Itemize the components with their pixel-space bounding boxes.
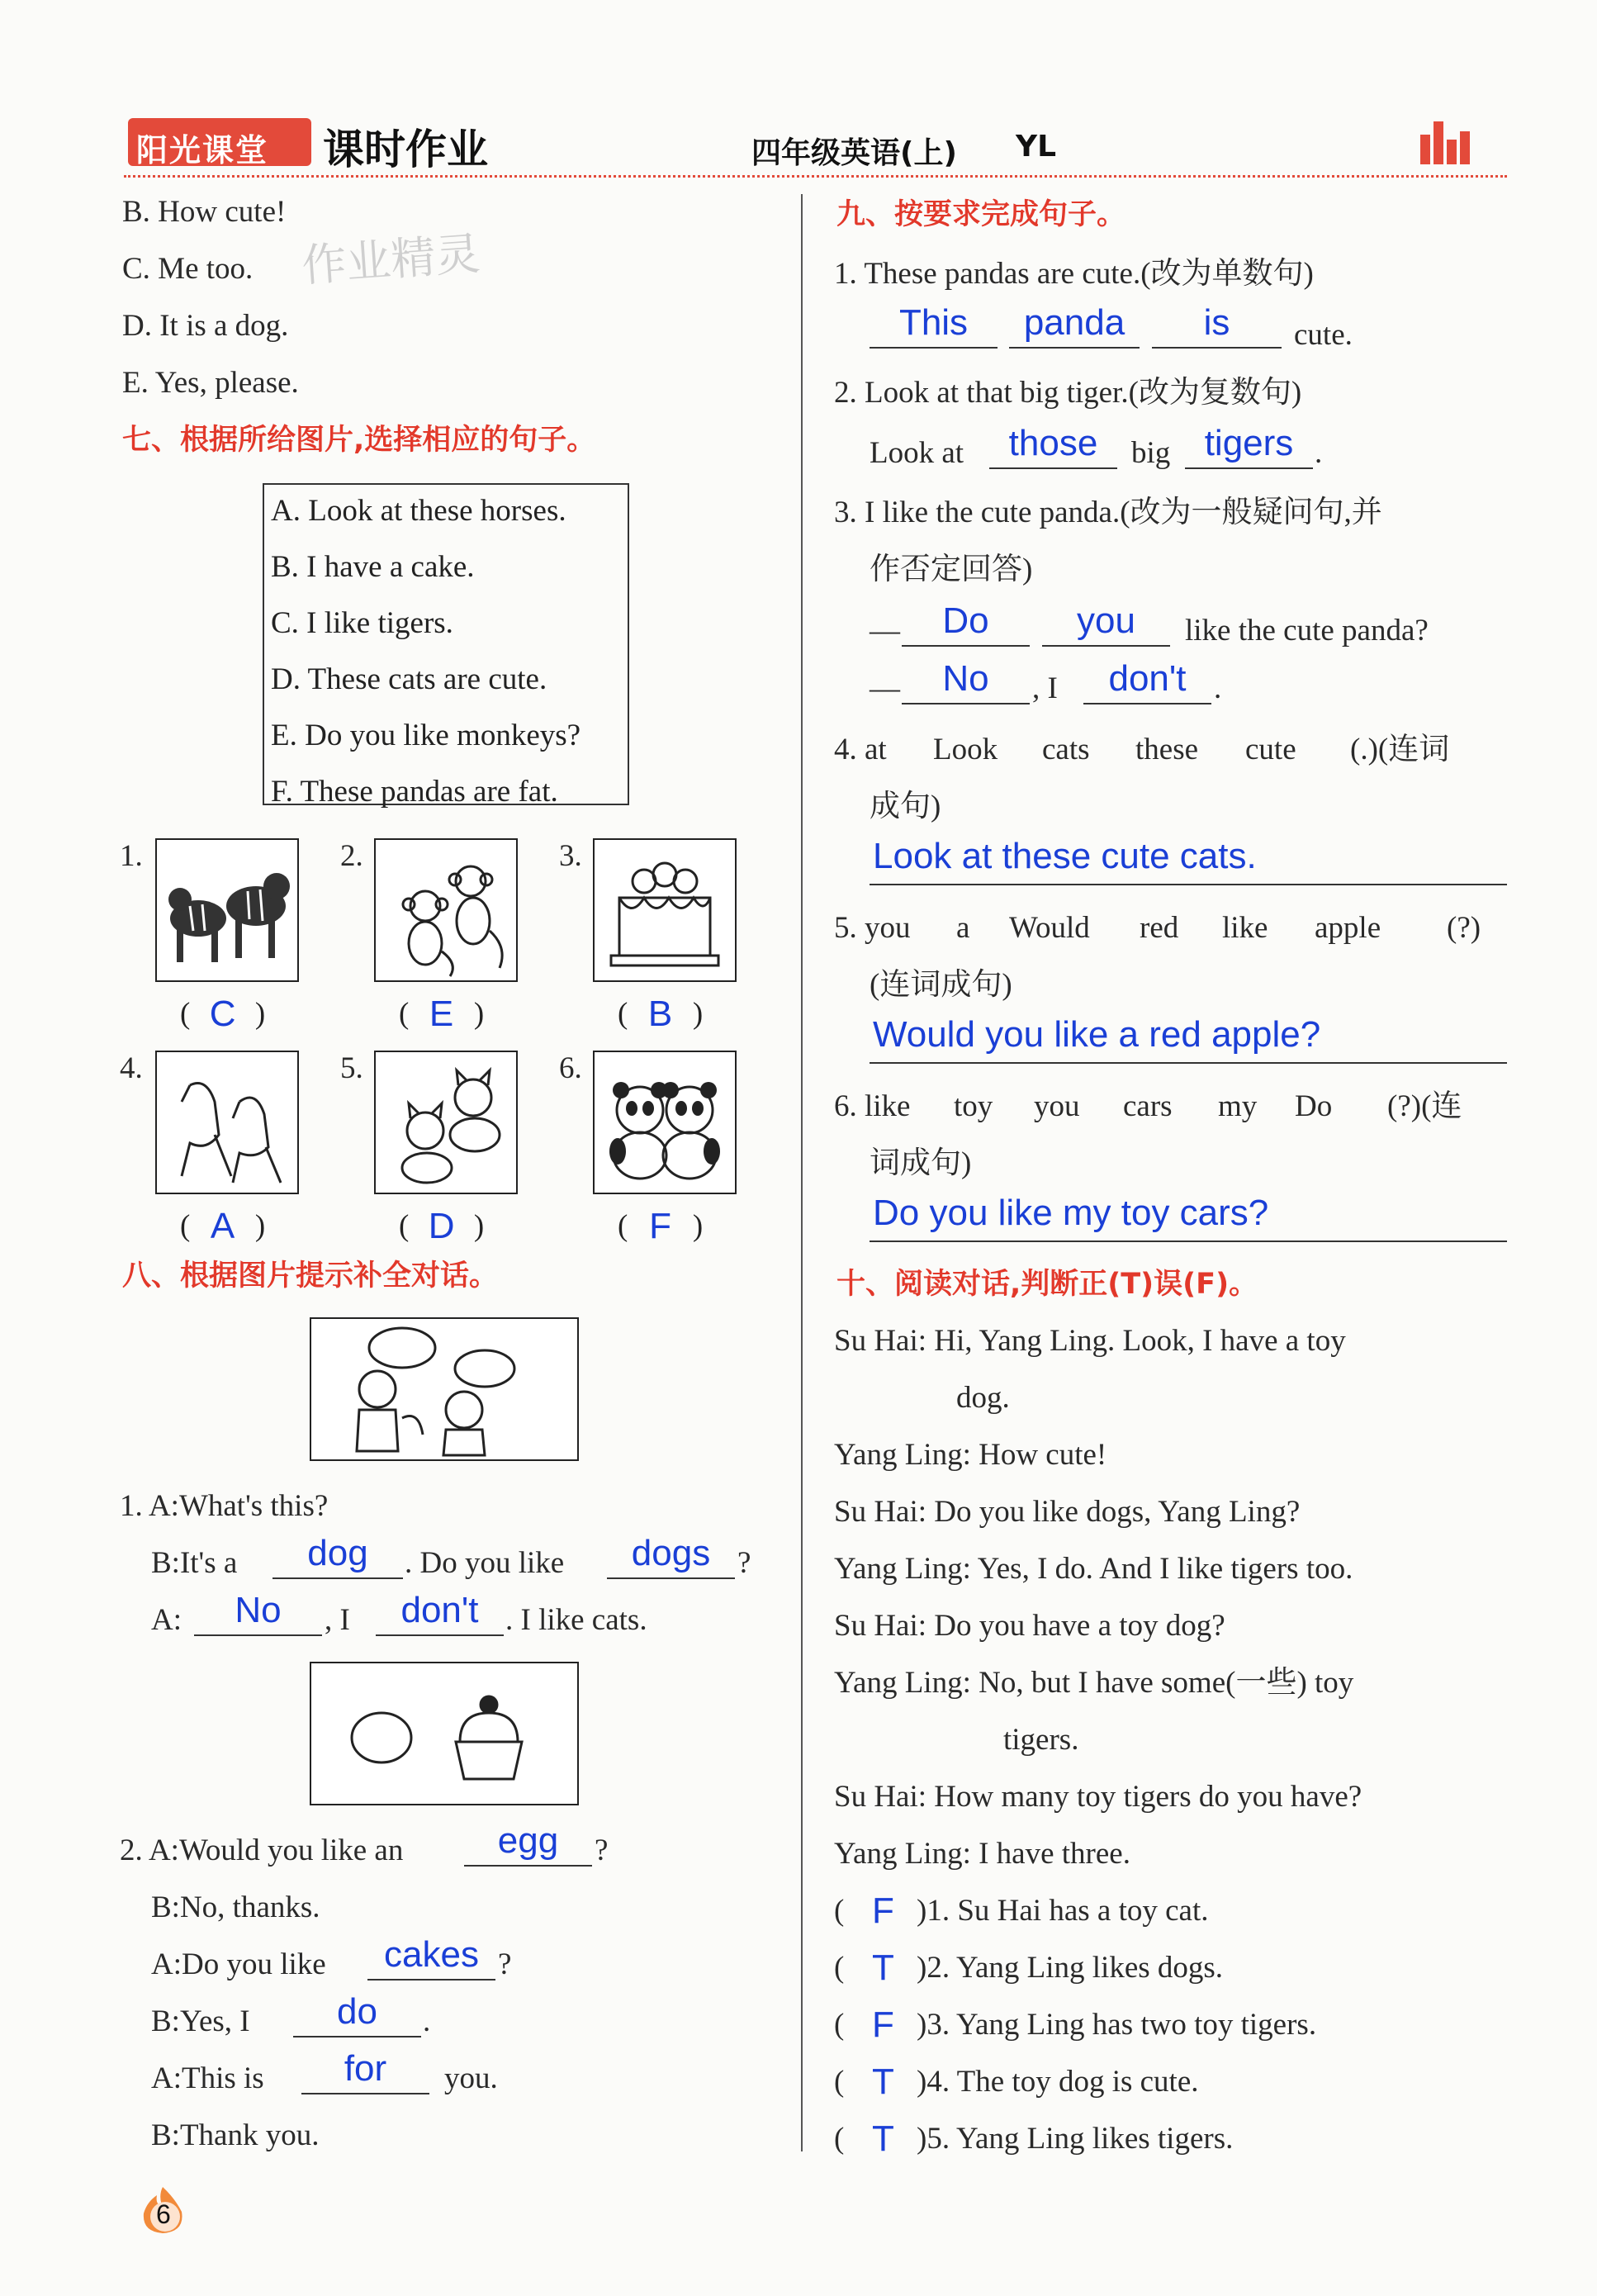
q2-answer1: those <box>1008 423 1098 463</box>
q4-answer: Look at these cute cats. <box>873 836 1257 876</box>
q2-blank2 <box>1185 423 1313 469</box>
q2-answer2: tigers <box>1204 423 1294 463</box>
q3-blank2 <box>1042 600 1170 647</box>
section7-title: 七、根据所给图片,选择相应的句子。 <box>122 424 596 457</box>
q1-blank3 <box>1152 302 1282 349</box>
dialogue1-line2a: B:It's a <box>151 1546 238 1580</box>
q1-answer1: This <box>898 302 969 343</box>
dialogue2-line4b: . <box>423 2004 431 2038</box>
answer-4: A <box>210 1206 235 1246</box>
q4-word: 4. at <box>834 733 887 766</box>
answer-paren-4: ( A ) <box>180 1206 266 1246</box>
dialogue2-answer4: for <box>344 2048 387 2089</box>
section8-title: 八、根据图片提示补全对话。 <box>122 1259 499 1293</box>
q2-tail: . <box>1315 436 1323 470</box>
dialogue-picture-2 <box>310 1662 579 1805</box>
judgement-statement-2: )2. Yang Ling likes dogs. <box>917 1951 1224 1985</box>
dialogue-line: Su Hai: Do you like dogs, Yang Ling? <box>834 1495 1301 1529</box>
q5-word: (?) <box>1447 911 1481 945</box>
dialogue2-line3a: A:Do you like <box>151 1947 326 1981</box>
dialogue2-blank2 <box>367 1934 495 1981</box>
q5-prompt2: (连词成句) <box>870 968 1012 1002</box>
dialogue-line: Yang Ling: No, but I have some(一些) toy <box>834 1666 1354 1700</box>
q3-answer2: you <box>1077 600 1135 641</box>
q4-word: (.)(连词 <box>1350 733 1450 766</box>
q6-word: toy <box>954 1089 993 1123</box>
option-list-item: C. I like tigers. <box>271 606 453 640</box>
q1-tail: cute. <box>1294 318 1353 352</box>
judgement-paren-open: ( <box>834 1894 845 1928</box>
header-edition: YL <box>1016 130 1057 164</box>
q5-word: like <box>1222 911 1268 945</box>
dialogue1-line3a: A: <box>151 1603 182 1637</box>
item-number: 2. <box>340 839 363 873</box>
header <box>128 111 1503 178</box>
dialogue2-blank4 <box>301 2048 429 2094</box>
q4-word: these <box>1135 733 1199 766</box>
dialogue-line: dog. <box>956 1381 1010 1415</box>
q6-word: 6. like <box>834 1089 911 1123</box>
dialogue-line: Su Hai: How many toy tigers do you have? <box>834 1780 1362 1814</box>
dialogue2-line5b: you. <box>444 2061 498 2095</box>
dialogue2-blank3 <box>293 1991 421 2037</box>
dialogue1-answer2: dogs <box>631 1533 711 1573</box>
q3-blank3 <box>902 658 1030 704</box>
judgement-statement-1: )1. Su Hai has a toy cat. <box>917 1894 1209 1928</box>
answer-5: D <box>428 1206 455 1246</box>
q3-prompt2: 作否定回答) <box>870 553 1033 586</box>
dialogue1-blank4 <box>376 1590 504 1636</box>
q5-word: Would <box>1009 911 1090 945</box>
judgement-answer-2: T <box>872 1947 894 1988</box>
dialogue-line: tigers. <box>1003 1723 1079 1757</box>
answer-paren-5: ( D ) <box>399 1206 485 1246</box>
dialogue1-answer4: don't <box>400 1590 479 1630</box>
q3-blank4 <box>1083 658 1211 704</box>
dialogue1-line2c: ? <box>737 1546 751 1580</box>
q1-blank1 <box>870 302 998 349</box>
cake-picture <box>593 838 737 982</box>
q3-answer4: don't <box>1108 658 1187 699</box>
q3-prompt: 3. I like the cute panda.(改为一般疑问句,并 <box>834 496 1382 529</box>
judgement-answer-3: F <box>872 2004 894 2045</box>
dialogue2-blank1 <box>464 1820 592 1867</box>
judgement-answer-5: T <box>872 2118 894 2159</box>
dialogue-line: Yang Ling: Yes, I do. And I like tigers too. <box>834 1552 1353 1586</box>
judgement-paren-open: ( <box>834 2122 845 2156</box>
judgement-answer-1: F <box>872 1890 894 1931</box>
q1-answer3: is <box>1203 302 1230 343</box>
header-subject: 四年级英语(上) <box>751 136 957 170</box>
dialogue1-line1: 1. A:What's this? <box>120 1489 329 1523</box>
dialogue1-answer1: dog <box>307 1533 368 1573</box>
header-divider <box>124 175 1507 178</box>
q5-answer: Would you like a red apple? <box>873 1014 1321 1055</box>
horses-picture <box>155 1051 299 1194</box>
option-list-item: B. I have a cake. <box>271 550 475 584</box>
dialogue1-blank3 <box>194 1590 322 1636</box>
item-number: 3. <box>559 839 582 873</box>
brand-badge <box>128 118 311 166</box>
q4-word: cats <box>1042 733 1090 766</box>
q4-word: Look <box>933 733 998 766</box>
q6-word: you <box>1034 1089 1080 1123</box>
q5-word: red <box>1140 911 1179 945</box>
dialogue2-answer3: do <box>337 1991 377 2032</box>
dialogue2-line6: B:Thank you. <box>151 2118 320 2152</box>
judgement-paren-open: ( <box>834 2065 845 2099</box>
q3-tail1: like the cute panda? <box>1185 614 1429 648</box>
answer-paren-1: ( C ) <box>180 994 266 1034</box>
q5-word: a <box>956 911 970 945</box>
answer-1: C <box>209 994 236 1034</box>
q4-word: cute <box>1245 733 1296 766</box>
q6-word: (?)(连 <box>1387 1089 1462 1123</box>
dialogue2-line4a: B:Yes, I <box>151 2004 250 2038</box>
page-number: 6 <box>156 2199 171 2229</box>
answer-paren-6: ( F ) <box>618 1206 704 1246</box>
dialogue2-answer2: cakes <box>384 1934 479 1975</box>
judgement-statement-4: )4. The toy dog is cute. <box>917 2065 1199 2099</box>
answer-3: B <box>647 994 673 1034</box>
judgement-paren-open: ( <box>834 2008 845 2042</box>
q5-word: 5. you <box>834 911 911 945</box>
judgement-paren-open: ( <box>834 1951 845 1985</box>
dialogue2-answer1: egg <box>497 1820 559 1861</box>
dialogue1-blank1 <box>272 1533 403 1579</box>
q2-mid: big <box>1131 436 1171 470</box>
section9-title: 九、按要求完成句子。 <box>836 198 1126 231</box>
dialogue1-blank2 <box>607 1533 735 1579</box>
judgement-answer-4: T <box>872 2061 894 2102</box>
dialogue2-line2: B:No, thanks. <box>151 1890 320 1924</box>
page-number-badge <box>134 2180 192 2238</box>
q3-blank1 <box>902 600 1030 647</box>
column-divider <box>801 194 803 2151</box>
dialogue-line: Su Hai: Hi, Yang Ling. Look, I have a toy <box>834 1324 1346 1358</box>
answer-2: E <box>429 994 454 1034</box>
q3-mid: , I <box>1032 671 1058 705</box>
q6-prompt2: 词成句) <box>870 1146 972 1180</box>
q3-dash2: — <box>870 671 900 705</box>
q2-pre: Look at <box>870 436 964 470</box>
option-list-item: F. These pandas are fat. <box>271 775 558 809</box>
option-list-item: A. Look at these horses. <box>271 494 566 528</box>
q1-blank2 <box>1009 302 1140 349</box>
item-number: 4. <box>120 1051 143 1085</box>
option-d: D. It is a dog. <box>122 309 289 343</box>
tigers-picture <box>155 838 299 982</box>
answer-paren-3: ( B ) <box>618 994 704 1034</box>
option-b: B. How cute! <box>122 195 287 229</box>
q6-word: Do <box>1295 1089 1333 1123</box>
judgement-statement-5: )5. Yang Ling likes tigers. <box>917 2122 1234 2156</box>
section10-title: 十、阅读对话,判断正(T)误(F)。 <box>836 1268 1258 1301</box>
q2-prompt: 2. Look at that big tiger.(改为复数句) <box>834 376 1302 410</box>
item-number: 5. <box>340 1051 363 1085</box>
q1-answer2: panda <box>1023 302 1125 343</box>
q1-prompt: 1. These pandas are cute.(改为单数句) <box>834 257 1314 291</box>
q2-blank1 <box>989 423 1117 469</box>
q3-answer3: No <box>942 658 989 699</box>
q6-word: my <box>1218 1089 1258 1123</box>
dialogue-line: Yang Ling: I have three. <box>834 1837 1130 1871</box>
q6-answer: Do you like my toy cars? <box>873 1193 1269 1233</box>
dialogue2-line1b: ? <box>595 1833 609 1867</box>
q4-prompt2: 成句) <box>870 790 941 823</box>
dialogue2-line1a: 2. A:Would you like an <box>120 1833 404 1867</box>
dialogue2-line3b: ? <box>498 1947 512 1981</box>
option-list-item: E. Do you like monkeys? <box>271 719 581 752</box>
bar-chart-icon <box>1420 121 1470 164</box>
dialogue2-line5a: A:This is <box>151 2061 264 2095</box>
option-list-item: D. These cats are cute. <box>271 662 547 696</box>
answer-6: F <box>649 1206 672 1246</box>
option-c: C. Me too. <box>122 252 254 286</box>
dialogue-picture-1 <box>310 1317 579 1461</box>
answer-paren-2: ( E ) <box>399 994 485 1034</box>
header-title: 课时作业 <box>323 126 488 173</box>
cats-picture <box>374 1051 518 1194</box>
brand-label: 阳光课堂 <box>136 132 269 168</box>
q3-tail2: . <box>1214 671 1222 705</box>
watermark: 作业精灵 <box>300 227 482 292</box>
section7-options-box <box>263 483 629 809</box>
dialogue1-line3b: , I <box>325 1603 350 1637</box>
q6-word: cars <box>1123 1089 1173 1123</box>
dialogue-line: Su Hai: Do you have a toy dog? <box>834 1609 1225 1643</box>
option-e: E. Yes, please. <box>122 366 299 400</box>
monkeys-picture <box>374 838 518 982</box>
q3-answer1: Do <box>942 600 989 641</box>
q3-dash1: — <box>870 614 900 648</box>
item-number: 1. <box>120 839 143 873</box>
item-number: 6. <box>559 1051 582 1085</box>
dialogue-line: Yang Ling: How cute! <box>834 1438 1107 1472</box>
judgement-statement-3: )3. Yang Ling has two toy tigers. <box>917 2008 1317 2042</box>
dialogue1-line3c: . I like cats. <box>505 1603 647 1637</box>
dialogue1-answer3: No <box>235 1590 282 1630</box>
dialogue1-line2b: . Do you like <box>405 1546 565 1580</box>
q5-word: apple <box>1315 911 1381 945</box>
pandas-picture <box>593 1051 737 1194</box>
